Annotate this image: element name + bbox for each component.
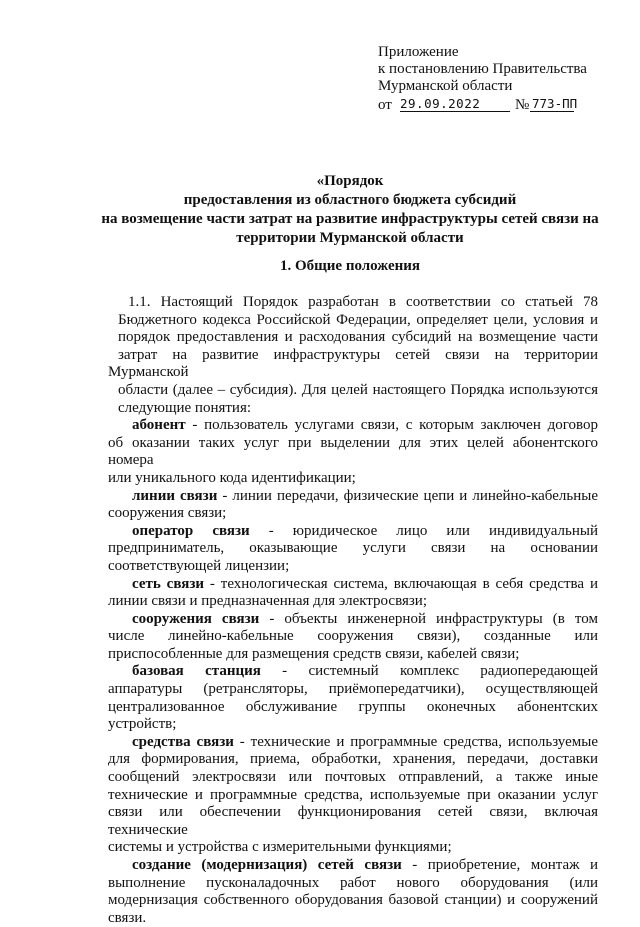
definition-term: оператор связи	[132, 522, 250, 539]
decree-number: 773-ПП	[532, 96, 578, 111]
appendix-reference: к постановлению Правительства	[378, 61, 587, 77]
text-line: или уникального кода идентификации;	[108, 469, 356, 486]
appendix-date-line	[378, 95, 587, 115]
definition-term: линии связи	[132, 487, 218, 504]
definition-text: - приобретение, монтаж и	[401, 857, 598, 873]
definition-text: - технологическая система, включающая в себя средства и	[204, 575, 598, 592]
section-heading: 1. Общие положения	[279, 258, 421, 274]
paragraph-1-1	[108, 294, 598, 417]
text-line: связи.	[108, 909, 147, 926]
appendix-block	[378, 44, 587, 115]
title-line-1: «Порядок	[316, 173, 384, 189]
text-line: сообщений электросвязи или почтовых отправлений, а также иные	[108, 769, 598, 786]
text-line	[118, 857, 598, 875]
definition-text: - технические и программные средства, используемые	[233, 733, 598, 750]
text-line: аппаратуры (ретрансляторы, приёмопередатчики), осуществляющей	[108, 681, 598, 698]
text-line: связи или обеспечении функционирования сетей связи, включая технические	[108, 804, 598, 838]
definition-term: сеть связи	[132, 575, 205, 592]
text-line	[118, 663, 598, 681]
document-title	[60, 172, 640, 248]
definition-item	[108, 857, 598, 927]
text-line	[118, 523, 598, 541]
decree-date: 29.09.2022	[400, 96, 481, 111]
definition-item	[108, 610, 598, 664]
text-line: области (далее – субсидия). Для целей настоящего Порядка используются	[118, 381, 598, 398]
text-line	[118, 488, 598, 506]
text-line: технические и программные средства, используемые при оказании услуг	[108, 786, 598, 803]
document-body	[108, 294, 598, 927]
date-underline	[400, 111, 510, 112]
definition-item	[108, 522, 598, 576]
definition-term: создание (модернизация) сетей связи	[132, 857, 402, 873]
text-line: централизованное обслуживание группы оконечных абонентских устройств;	[108, 698, 598, 733]
text-line: об оказании таких услуг при выделении для этих целей абонентского номера	[108, 434, 598, 469]
title-line-3: на возмещение части затрат на развитие инфраструктуры сетей связи на	[101, 211, 599, 227]
text-line: системы и устройства с измерительными функциями;	[108, 839, 452, 856]
text-line: соответствующей лицензии;	[108, 557, 290, 574]
text-line: затрат на развитие инфраструктуры сетей связи на территории Мурманской	[108, 346, 598, 381]
appendix-title: Приложение	[378, 44, 459, 60]
title-line-2: предоставления из областного бюджета субсидий	[183, 192, 517, 208]
text-line: числе линейно-кабельные сооружения связи), созданные или	[108, 628, 598, 645]
text-line: приспособленные для размещения средств связи, кабелей связи;	[108, 645, 520, 662]
text-line	[118, 417, 598, 435]
number-underline	[530, 111, 574, 112]
text-line: Бюджетного кодекса Российской Федерации, определяет цели, условия и	[118, 311, 598, 328]
appendix-region: Мурманской области	[378, 78, 513, 94]
text-line: выполнение пусконаладочных работ нового оборудования (или	[108, 874, 598, 891]
definition-term: базовая станция	[132, 663, 261, 680]
definition-text: - системный комплекс радиопередающей	[260, 663, 598, 680]
number-sign: №	[515, 97, 530, 113]
definition-item	[108, 663, 598, 733]
definition-item	[108, 733, 598, 857]
definition-text: - юридическое лицо или индивидуальный	[249, 522, 598, 539]
text-line: порядок предоставления и расходования субсидий на возмещение части	[118, 329, 598, 346]
definition-text: - пользователь услугами связи, с которым заключен договор	[185, 417, 598, 434]
text-line: следующие понятия:	[118, 399, 252, 416]
title-line-4: территории Мурманской области	[236, 230, 464, 246]
definition-term: абонент	[132, 417, 186, 434]
definition-text: - объекты инженерной инфраструктуры (в том	[259, 610, 598, 627]
definition-item	[108, 575, 598, 611]
definition-term: средства связи	[132, 733, 234, 750]
text-line: для формирования, приема, обработки, хранения, передачи, доставки	[108, 751, 598, 768]
text-line	[118, 611, 598, 629]
text-line: предприниматель, оказывающие услуги связи на основании	[108, 540, 598, 557]
text-line: сооружения связи;	[108, 505, 227, 522]
text-line: линии связи и предназначенная для электросвязи;	[108, 593, 427, 610]
definition-term: сооружения связи	[132, 610, 260, 627]
definition-item	[108, 417, 598, 487]
from-label: от	[378, 97, 392, 113]
text-line	[118, 734, 598, 752]
text-line	[118, 576, 598, 594]
text-line: 1.1. Настоящий Порядок разработан в соответствии со статьей 78	[128, 294, 598, 310]
text-line: модернизация собственного оборудования базовой станции) и сооружений	[108, 892, 598, 909]
definition-item	[108, 487, 598, 523]
definition-text: - линии передачи, физические цепи и линейно-кабельные	[217, 487, 598, 504]
definitions-list	[108, 417, 598, 927]
